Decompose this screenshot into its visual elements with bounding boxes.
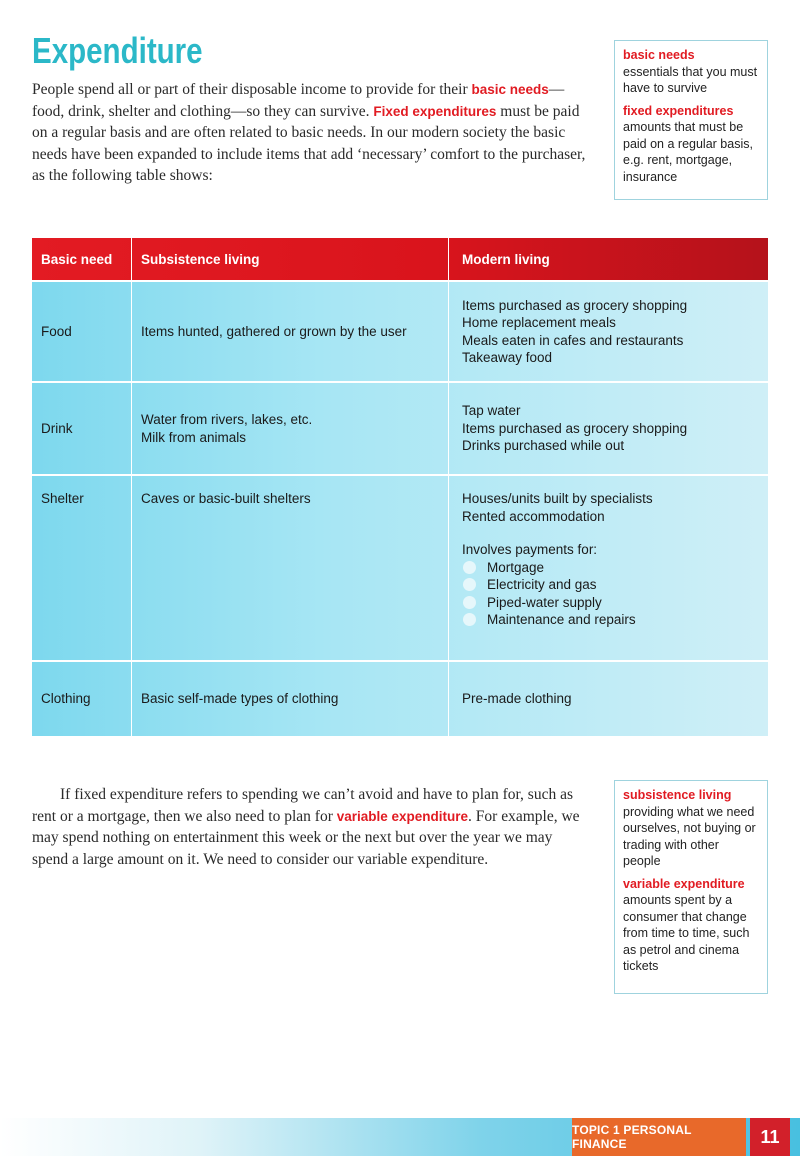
page-title: Expenditure [32,30,203,71]
intro-text-1: People spend all or part of their disposable income to provide for their [32,81,472,98]
footer-topic-label: TOPIC 1 PERSONAL FINANCE [572,1118,746,1156]
cell-line: Home replacement meals [462,315,616,330]
glossary-definition: providing what we need ourselves, not buying or trading with other people [623,804,756,868]
keyword-basic-needs: basic needs [471,82,549,97]
cell-note: Involves payments for: [462,542,598,557]
cell-line: Items purchased as grocery shopping [462,420,688,436]
cell-line: Water from rivers, lakes, etc. [141,412,313,427]
body-text-1: If fixed expenditure refers to spending we can’t avoid and have to plan for, such as rent or a mortgage, then we also need to plan for [32,786,573,825]
keyword-fixed-expenditures: Fixed expenditures [373,103,497,119]
glossary-box-top [614,40,768,200]
intro-text-2: —food, drink, shelter and clothing—so they can survive. [32,81,565,120]
cell-line: Milk from animals [141,429,247,445]
header-modern-living: Modern living [462,251,550,267]
cell-need: Clothing [32,662,132,736]
cell-modern [449,662,768,736]
keyword-variable-expenditure: variable expenditure [336,808,469,824]
body-text-2: . For example, we may spend nothing on entertainment this week or the next but over the year we may spend a large amount on it. We need to consider our variable expenditure. [32,807,580,868]
cell-line: Items hunted, gathered or grown by the user [141,323,407,339]
list-item: Piped-water supply [462,594,768,612]
cell-line: Takeaway food [462,350,553,365]
header-basic-need: Basic need [32,238,132,280]
glossary-term: variable expenditure [623,876,745,891]
cell-line: Tap water [462,403,521,419]
list-item: Electricity and gas [462,576,768,594]
glossary-definition: essentials that you must have to survive [623,64,758,95]
table-row-drink [32,381,768,474]
page-number: 11 [750,1118,790,1156]
basic-needs-table [32,238,768,736]
cell-line: Drinks purchased while out [462,438,625,454]
list-item: Mortgage [462,559,768,577]
cell-line: Rented accommodation [462,508,605,524]
cell-line: Meals eaten in cafes and restaurants [462,332,684,348]
glossary-entry [623,47,759,97]
payment-list [462,559,768,629]
table-row-food [32,280,768,381]
cell-modern [449,476,768,660]
table-row-shelter [32,474,768,660]
cell-line: Pre-made clothing [462,691,572,707]
cell-need: Drink [32,383,132,474]
cell-subsistence [132,282,449,381]
glossary-definition: amounts spent by a consumer that change from time to time, such as petrol and cinema tickets [623,893,750,973]
cell-need: Food [32,282,132,381]
list-item: Maintenance and repairs [462,611,768,629]
glossary-entry [623,787,759,870]
glossary-box-bottom [614,780,768,994]
body-paragraph [32,784,580,870]
cell-subsistence [132,476,449,660]
glossary-term: subsistence living [623,788,732,802]
intro-paragraph [32,79,592,187]
table-row-clothing [32,660,768,736]
cell-line: Items purchased as grocery shopping [462,297,688,313]
cell-need: Shelter [32,476,132,660]
cell-line: Caves or basic-built shelters [141,491,311,506]
cell-modern [449,282,768,381]
cell-subsistence [132,383,449,474]
header-subsistence-living: Subsistence living [132,238,449,280]
glossary-entry [623,103,759,186]
table-header [32,238,768,280]
cell-line: Houses/units built by specialists [462,491,653,506]
intro-text-3: must be paid on a regular basis and are often related to basic needs. In our modern society the basic needs have been expanded to include items that add ‘necessary’ comfort to the purchaser, as the following table shows: [32,102,586,184]
glossary-entry [623,876,759,975]
glossary-definition: amounts that must be paid on a regular basis, e.g. rent, mortgage, insurance [623,120,753,184]
glossary-term: fixed expenditures [623,103,734,118]
cell-subsistence [132,662,449,736]
glossary-term: basic needs [623,48,695,62]
cell-modern [449,383,768,474]
cell-line: Basic self-made types of clothing [141,691,339,707]
